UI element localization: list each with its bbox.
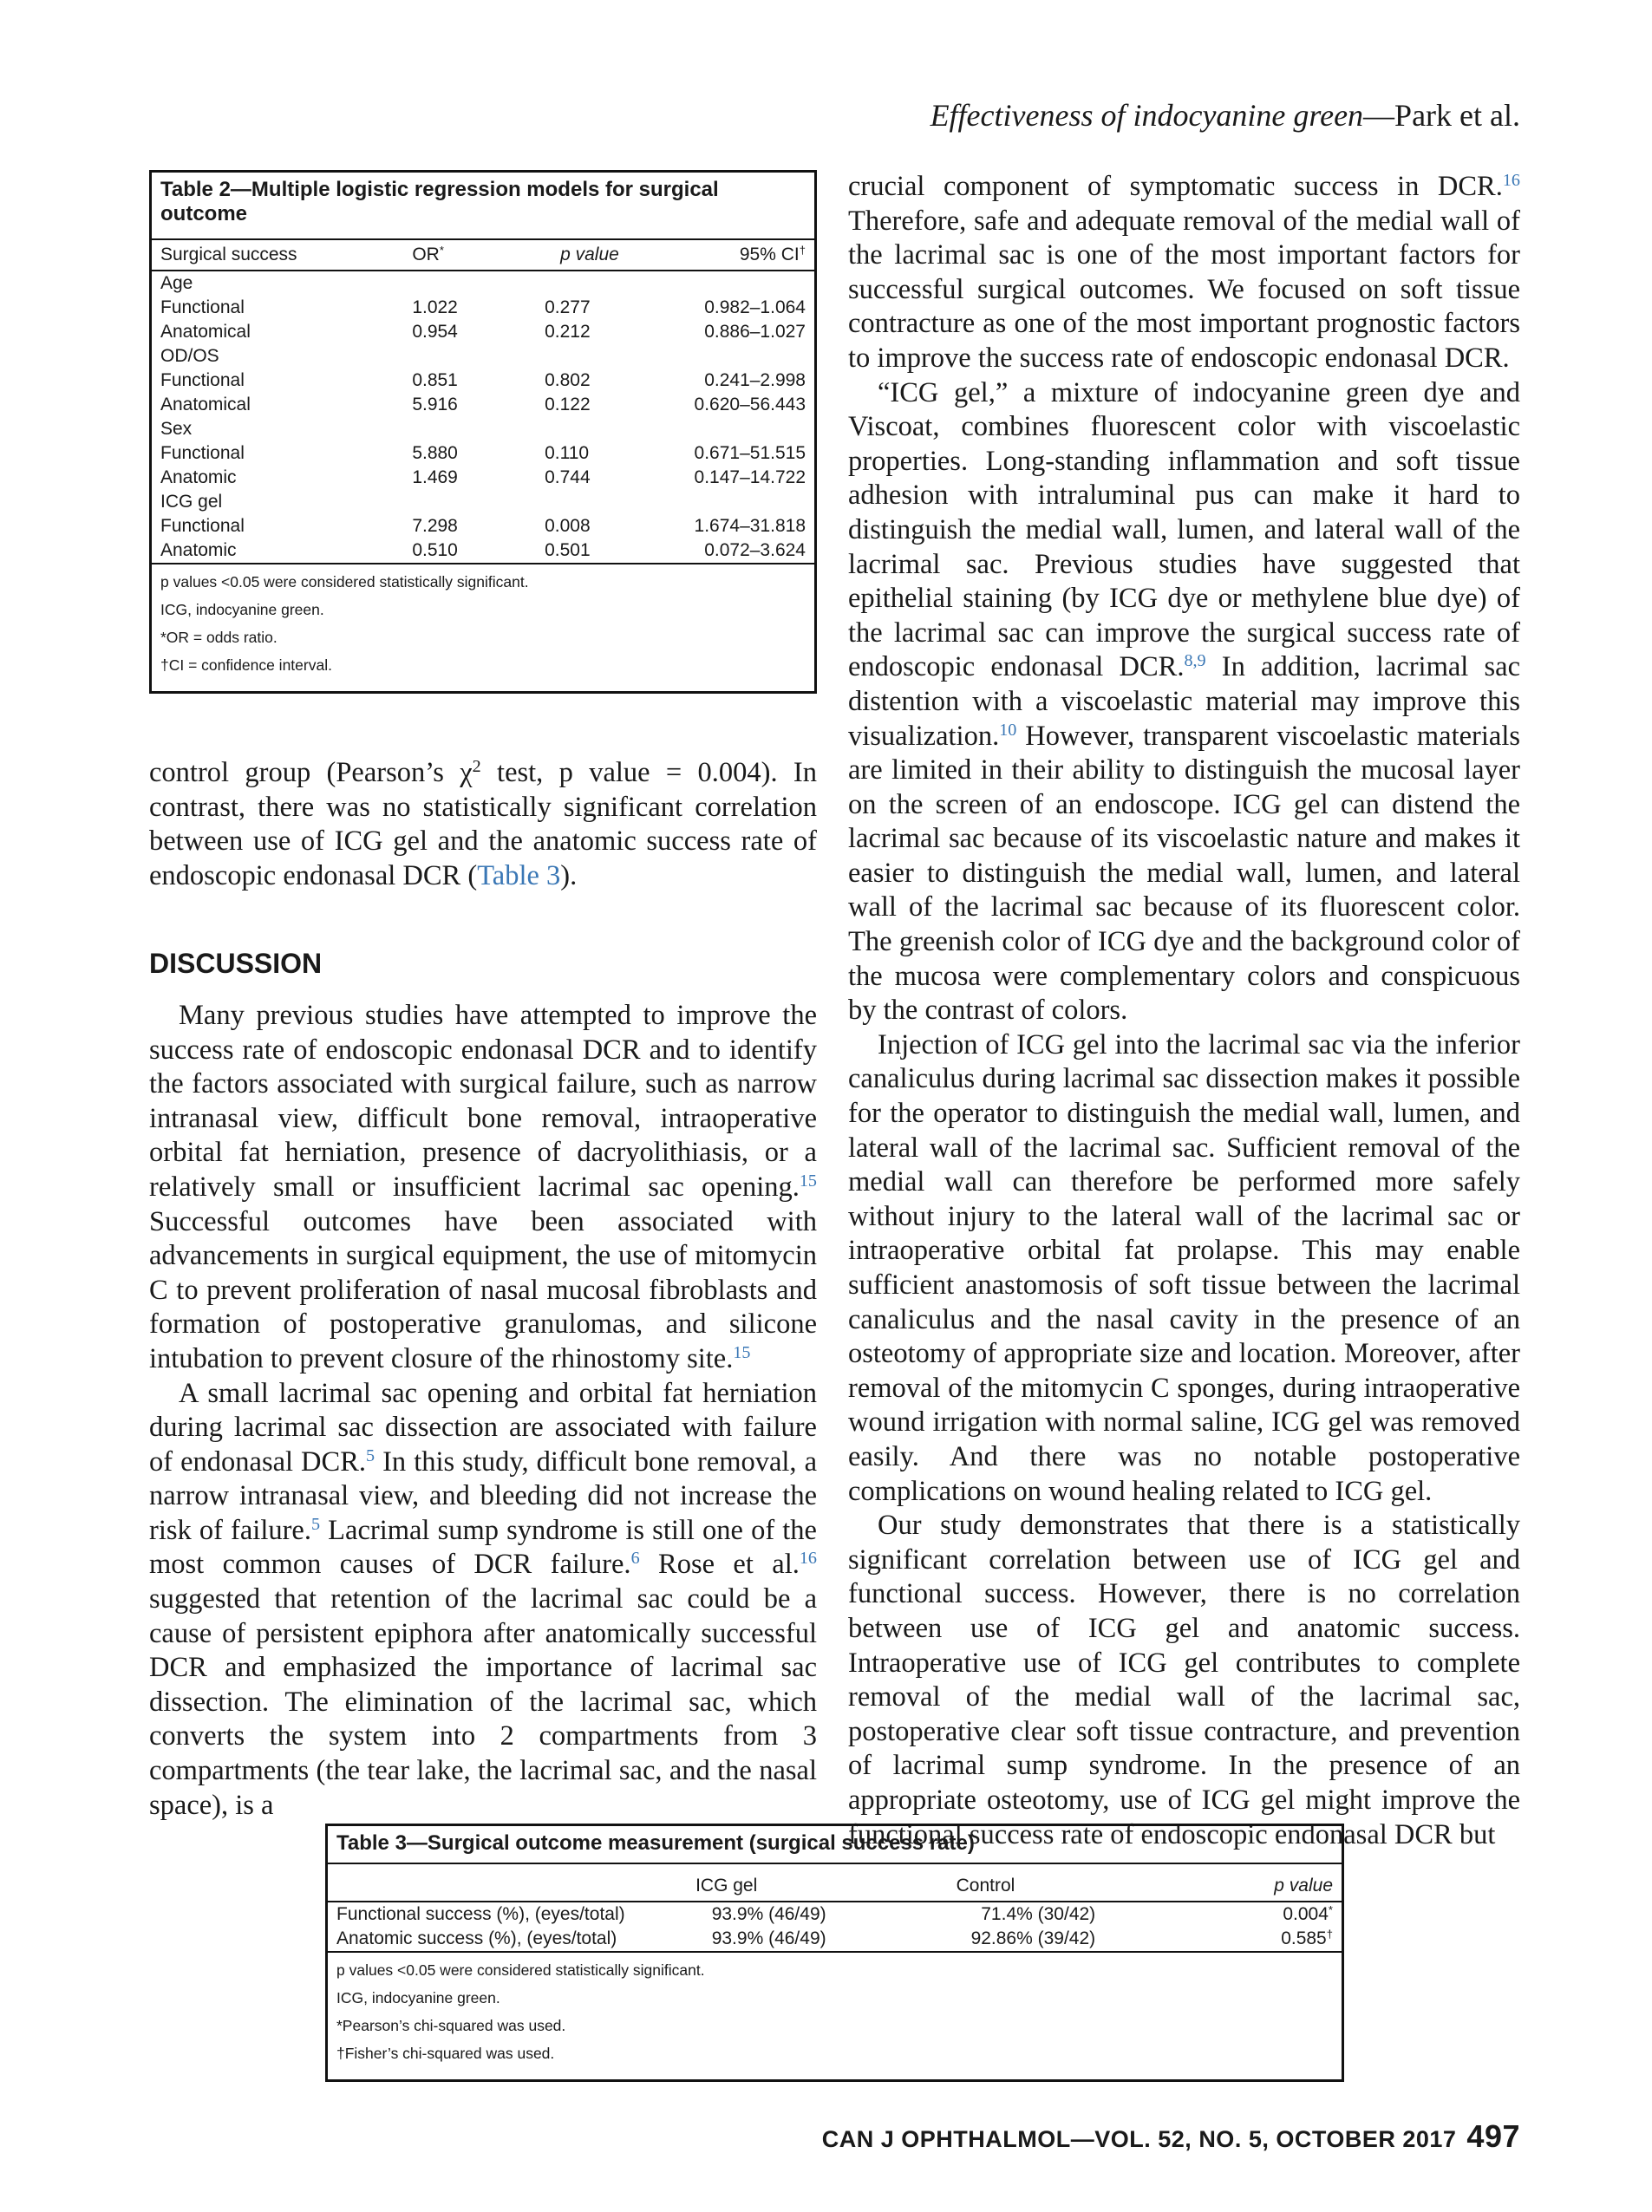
table-3-note: *Pearson’s chi-squared was used. [336, 2017, 566, 2034]
table-3-header: Control [896, 1871, 1139, 1902]
table-row [152, 466, 814, 490]
table-cell: Anatomic [160, 467, 237, 487]
table-2-note: *OR = odds ratio. [160, 629, 278, 646]
table-cell: 1.469 [412, 467, 458, 487]
table-cell: OD/OS [160, 346, 219, 366]
table-3 [325, 1824, 1344, 2082]
table-3-title: Table 3—Surgical outcome measurement (surgical success rate) [328, 1826, 1342, 1864]
page-footer [822, 2118, 1520, 2155]
table-cell: 0.122 [545, 395, 591, 414]
table-2-header: 95% CI† [682, 239, 814, 271]
table-row [152, 369, 814, 393]
table-3-header: ICG gel [652, 1871, 896, 1902]
running-head-authors: —Park et al. [1363, 98, 1520, 133]
table-cell: 0.585† [1139, 1927, 1342, 1952]
table-row [328, 1902, 1342, 1927]
table-3-grid [328, 1871, 1342, 1953]
table-cell: 0.501 [536, 538, 682, 564]
table-cell [682, 271, 814, 296]
table-cell: Functional [160, 516, 245, 536]
table-cell: 92.86% (39/42) [896, 1927, 1139, 1952]
table-cell: Sex [160, 419, 193, 439]
table-cell: 1.022 [412, 297, 458, 317]
table-cell [403, 490, 536, 514]
table-cell [536, 271, 682, 296]
paragraph: control group (Pearson’s $\chi^2$ test, p value = 0.004). In contrast, there was no statistically significant correlation between use of ICG gel and the anatomic success rate of endoscopic endonasal DCR (Table 3). [149, 756, 817, 891]
table-2 [149, 170, 817, 694]
table-cell: 0.110 [545, 443, 590, 463]
table-cell: Functional success (%), (eyes/total) [336, 1904, 625, 1924]
page-number: 497 [1466, 2118, 1520, 2154]
table-cell [682, 490, 814, 514]
table-cell: 93.9% (46/49) [711, 1904, 826, 1924]
table-cell: 0.147–14.722 [694, 467, 806, 487]
table-3-note: †Fisher’s chi-squared was used. [336, 2045, 555, 2062]
table-row [152, 393, 814, 417]
reference-link[interactable]: 5 [310, 1514, 321, 1534]
running-head-title: Effectiveness of indocyanine green [930, 98, 1364, 133]
running-head [930, 97, 1520, 134]
reference-link[interactable]: 10 [999, 720, 1017, 740]
table-cell: Functional [160, 297, 245, 317]
table-cell: 71.4% (30/42) [981, 1904, 1096, 1924]
table-2-header: Surgical success [152, 239, 403, 271]
table-cell: 0.744 [545, 467, 591, 487]
table-3-note: p values <0.05 were considered statistically significant. [336, 1961, 705, 1979]
reference-link[interactable]: 5 [366, 1445, 375, 1465]
table-cell: Functional [160, 443, 245, 463]
table-3-header: p value [1139, 1871, 1342, 1902]
table-3-header-row [328, 1871, 1342, 1902]
table-cell: 0.510 [403, 538, 536, 564]
table-cell: 0.851 [412, 370, 458, 390]
table-row [152, 296, 814, 320]
table-2-header-row [152, 239, 814, 271]
table-3-link[interactable]: Table 3 [477, 859, 561, 891]
table-3-notes [328, 1953, 1342, 2071]
table-cell: Anatomic [152, 538, 403, 564]
table-cell [536, 417, 682, 441]
table-2-header: p value [536, 239, 682, 271]
table-2-note: †CI = confidence interval. [160, 656, 332, 674]
table-cell [536, 490, 682, 514]
table-row [152, 417, 814, 441]
reference-link[interactable]: 15 [799, 1171, 817, 1191]
table-2-notes [152, 564, 814, 682]
table-2-grid [152, 238, 814, 564]
table-cell: 0.620–56.443 [694, 395, 806, 414]
table-2-title: Table 2—Multiple logistic regression models for surgical outcome [160, 178, 719, 225]
paragraph: crucial component of symptomatic success in DCR.$^{16}$ Therefore, safe and adequate removal of the medial wall of the lacrimal sac is one of the most important factors for successful surgical outcomes. We focused on soft tissue contracture as one of the most important prognostic factors to improve the success rate of endoscopic endonasal DCR. [848, 170, 1520, 374]
table-cell: Anatomic success (%), (eyes/total) [328, 1927, 652, 1952]
reference-link[interactable]: 8,9 [1184, 651, 1206, 671]
table-row [152, 320, 814, 344]
table-cell [536, 344, 682, 369]
table-cell: 0.982–1.064 [704, 297, 806, 317]
table-cell: Functional [160, 370, 245, 390]
paragraph: “ICG gel,” a mixture of indocyanine green dye and Viscoat, combines fluorescent color with viscoelastic properties. Long-standing inflammation and soft tissue adhesion with intraluminal pus can make it hard to distinguish the medial wall, lumen, and lateral wall of the lacrimal sac. Previous studies have suggested that epithelial staining (by ICG dye or methylene blue dye) of the lacrimal sac can improve the surgical success rate of endoscopic endonasal DCR.$^{8,9}$ In addition, lacrimal sac distention with a viscoelastic material may improve this visualization.$^{10}$ However, transparent viscoelastic materials are limited in their ability to distinguish the mucosal layer on the screen of an endoscope. ICG gel can distend the lacrimal sac because of its viscoelastic nature and makes it easier to distinguish the medial wall, lumen, and lateral wall of the lacrimal sac because of its fluorescent color. The greenish color of ICG dye and the background color of the mucosa were complementary colors and conspicuous by the contrast of colors. [848, 376, 1520, 1027]
table-cell: 0.008 [545, 516, 591, 536]
table-cell [403, 417, 536, 441]
table-2-note: p values <0.05 were considered statistically significant. [160, 573, 529, 591]
table-2-note: ICG, indocyanine green. [160, 601, 324, 618]
left-column [149, 756, 817, 1823]
table-row [152, 538, 814, 564]
table-row [152, 441, 814, 466]
table-row [328, 1927, 1342, 1952]
table-cell: 0.671–51.515 [694, 443, 806, 463]
table-cell: 7.298 [412, 516, 458, 536]
table-cell: 0.802 [545, 370, 591, 390]
table-cell: 0.886–1.027 [704, 322, 806, 342]
table-3-header [328, 1871, 652, 1902]
table-cell: 0.241–2.998 [704, 370, 806, 390]
table-row [152, 344, 814, 369]
table-row [152, 514, 814, 538]
table-cell: 0.277 [545, 297, 591, 317]
paragraph: Many previous studies have attempted to improve the success rate of endoscopic endonasal DCR and to identify the factors associated with surgical failure, such as narrow intranasal view, difficult bone removal, intraoperative orbital fat herniation, presence of dacryolithiasis, or a relatively small or insufficient lacrimal sac opening.$^{15}$ Successful outcomes have been associated with advancements in surgical equipment, the use of mitomycin C to prevent proliferation of nasal mucosal fibroblasts and formation of postoperative granulomas, and silicone intubation to prevent closure of the rhinostomy site.$^{15}$ [149, 999, 817, 1374]
table-cell [682, 417, 814, 441]
table-cell: Anatomical [160, 395, 251, 414]
table-cell: 5.880 [412, 443, 458, 463]
table-cell: Age [160, 273, 193, 293]
table-cell [682, 344, 814, 369]
table-cell [403, 344, 536, 369]
table-3-note: ICG, indocyanine green. [336, 1989, 500, 2006]
right-column [848, 170, 1520, 1852]
paragraph: A small lacrimal sac opening and orbital fat herniation during lacrimal sac dissection are associated with failure of endonasal DCR.$^5$ In this study, difficult bone removal, a narrow intranasal view, and bleeding did not increase the risk of failure.$^5$ Lacrimal sump syndrome is still one of the most common causes of DCR failure.$^6$ Rose et al.$^{16}$ suggested that retention of the lacrimal sac could be a cause of persistent epiphora after anatomically successful DCR and emphasized the importance of lacrimal sac dissection. The elimination of the lacrimal sac, which converts the system into 2 compartments from 3 compartments (the tear lake, the lacrimal sac, and the nasal space), is a [149, 1377, 817, 1821]
reference-link[interactable]: 15 [733, 1342, 751, 1362]
reference-link[interactable]: 6 [630, 1549, 640, 1569]
table-cell: 5.916 [412, 395, 458, 414]
table-cell: 0.004* [1283, 1902, 1333, 1924]
reference-link[interactable]: 16 [1502, 170, 1520, 190]
table-2-header: OR* [403, 239, 536, 271]
table-cell: Anatomical [160, 322, 251, 342]
table-row [152, 271, 814, 296]
table-cell: 0.212 [545, 322, 591, 342]
table-cell: 93.9% (46/49) [652, 1927, 896, 1952]
table-cell: 1.674–31.818 [694, 516, 806, 536]
reference-link[interactable]: 16 [799, 1549, 817, 1569]
paragraph: Our study demonstrates that there is a statistically significant correlation between use of ICG gel and functional success. However, there is no correlation between use of ICG gel and anatomic success. Intraoperative use of ICG gel contributes to complete removal of the medial wall of the lacrimal sac, postoperative clear soft tissue contracture, and prevention of lacrimal sump syndrome. In the presence of an appropriate osteotomy, use of ICG gel might improve the functional success rate of endoscopic endonasal DCR but [848, 1510, 1520, 1850]
table-row [152, 490, 814, 514]
paragraph: Injection of ICG gel into the lacrimal sac via the inferior canaliculus during lacrimal sac dissection makes it possible for the operator to distinguish the medial wall, lumen, and lateral wall of the lacrimal sac. Sufficient removal of the medial wall can therefore be performed more safely without injury to the lateral wall of the lacrimal sac or intraoperative orbital fat prolapse. This may enable sufficient anastomosis of soft tissue between the lacrimal canaliculus and the nasal cavity in the presence of an osteotomy of appropriate size and location. Moreover, after removal of the mitomycin C sponges, during intraoperative wound irrigation with normal saline, ICG gel was removed easily. And there was no notable postoperative complications on wound healing related to ICG gel. [848, 1028, 1520, 1507]
discussion-heading: DISCUSSION [149, 948, 323, 980]
table-cell: ICG gel [160, 492, 223, 512]
table-cell: 0.954 [412, 322, 458, 342]
table-cell: 0.072–3.624 [682, 538, 814, 564]
table-cell [403, 271, 536, 296]
journal-citation: CAN J OPHTHALMOL—VOL. 52, NO. 5, OCTOBER 2017 [821, 2126, 1457, 2152]
